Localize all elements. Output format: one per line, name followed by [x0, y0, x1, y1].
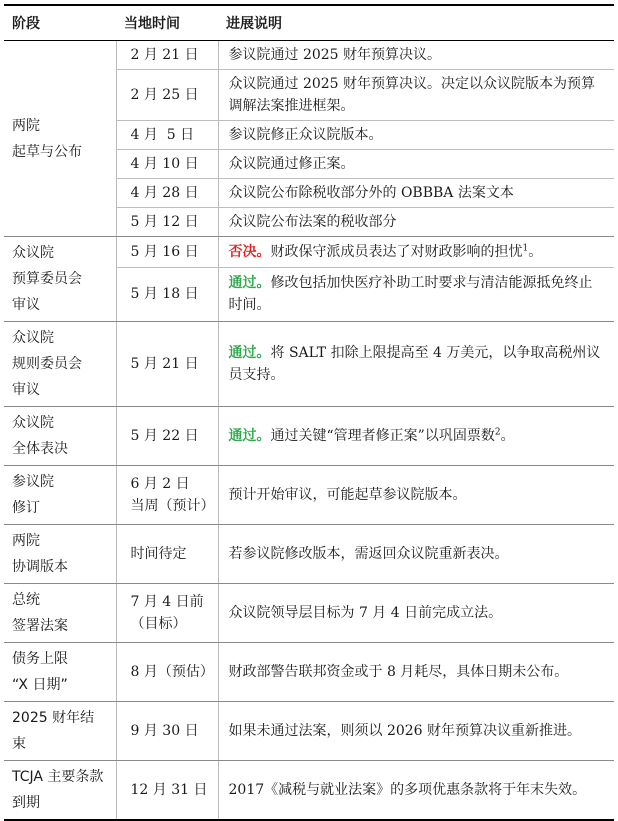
description-cell: 众议院领导层目标为 7 月 4 日前完成立法。	[218, 584, 614, 643]
status-passed: 通过。	[228, 275, 271, 292]
table-row	[4, 407, 614, 466]
phase-cell-fiscal-year-end	[4, 702, 116, 761]
phase-label: 众议院	[12, 415, 54, 431]
table-row	[4, 322, 614, 407]
time-cell: 5 月 18 日	[116, 267, 218, 321]
header-phase: 阶段	[4, 5, 116, 41]
phase-cell-reconciliation	[4, 525, 116, 584]
description-cell: 众议院公布法案的税收部分	[218, 208, 614, 237]
table-row	[4, 584, 614, 643]
description-cell: 众议院通过 2025 财年预算决议。决定以众议院版本为预算调解法案推进框架。	[218, 70, 614, 121]
table-row	[4, 643, 614, 702]
phase-label: 规则委员会	[12, 356, 82, 372]
description-cell: 通过。通过关键“管理者修正案”以巩固票数$^2$。	[218, 407, 614, 466]
phase-label: 众议院	[12, 245, 54, 261]
description-cell: 否决。财政保守派成员表达了对财政影响的担忧$^1$。	[218, 237, 614, 268]
phase-label: 参议院	[12, 474, 54, 490]
phase-cell-rules-committee	[4, 322, 116, 407]
phase-cell-floor-vote	[4, 407, 116, 466]
description-cell: 若参议院修改版本，需返回众议院重新表决。	[218, 525, 614, 584]
phase-label: 到期	[12, 795, 40, 811]
description-cell: 众议院通过修正案。	[218, 150, 614, 179]
phase-label: 起草与公布	[12, 143, 82, 160]
time-cell: 5 月 21 日	[116, 322, 218, 407]
phase-cell-budget-committee	[4, 237, 116, 322]
header-row	[4, 5, 614, 41]
status-passed: 通过。	[228, 345, 271, 361]
phase-label: 预算委员会	[12, 271, 82, 287]
phase-label: “X 日期”	[12, 677, 68, 693]
header-local-time: 当地时间	[116, 5, 218, 41]
table-row	[4, 41, 614, 70]
time-cell: 时间待定	[116, 525, 218, 584]
phase-label: 修订	[12, 500, 40, 516]
time-cell: 8 月（预估）	[116, 643, 218, 702]
table-row	[4, 466, 614, 525]
time-cell: 4 月 10 日	[116, 150, 218, 179]
phase-cell-debt-ceiling	[4, 643, 116, 702]
description-cell: 参议院通过 2025 财年预算决议。	[218, 41, 614, 70]
description-cell: 参议院修正众议院版本。	[218, 121, 614, 150]
phase-cell-tcja-expiry	[4, 761, 116, 821]
phase-label: 债务上限	[12, 651, 68, 667]
description-cell: 预计开始审议，可能起草参议院版本。	[218, 466, 614, 525]
legislation-timeline-table	[4, 4, 614, 821]
time-cell: 9 月 30 日	[116, 702, 218, 761]
phase-label: 两院	[12, 117, 40, 134]
phase-label: 签署法案	[12, 618, 68, 634]
phase-label: 审议	[12, 382, 40, 398]
time-cell: 5 月 16 日	[116, 237, 218, 268]
time-cell: 2 月 21 日	[116, 41, 218, 70]
header-progress: 进展说明	[218, 5, 614, 41]
footnote-marker: 1	[522, 243, 529, 254]
time-cell: 2 月 25 日	[116, 70, 218, 121]
phase-label: 总统	[12, 592, 40, 608]
time-cell: 4 月 5 日	[116, 121, 218, 150]
status-passed: 通过。	[228, 428, 271, 444]
table-row	[4, 761, 614, 821]
table-row	[4, 525, 614, 584]
phase-label: 众议院	[12, 330, 54, 346]
footnote-marker: 2	[494, 427, 501, 438]
phase-label: 2025 财年结束	[12, 710, 95, 752]
phase-cell-drafting	[4, 41, 116, 237]
description-cell: 众议院公布除税收部分外的 OBBBA 法案文本	[218, 179, 614, 208]
phase-label: 审议	[12, 297, 40, 313]
phase-label: 全体表决	[12, 441, 68, 457]
time-cell: 4 月 28 日	[116, 179, 218, 208]
table-row	[4, 237, 614, 268]
description-cell: 财政部警告联邦资金或于 8 月耗尽，具体日期未公布。	[218, 643, 614, 702]
time-cell: 7 月 4 日前 （目标）	[116, 584, 218, 643]
time-cell: 6 月 2 日 当周（预计）	[116, 466, 218, 525]
table-row	[4, 702, 614, 761]
description-cell: 如果未通过法案，则须以 2026 财年预算决议重新推进。	[218, 702, 614, 761]
description-cell: 通过。修改包括加快医疗补助工时要求与清洁能源抵免终止时间。	[218, 267, 614, 321]
phase-cell-president-sign	[4, 584, 116, 643]
description-cell: 2017《减税与就业法案》的多项优惠条款将于年末失效。	[218, 761, 614, 821]
time-cell: 5 月 12 日	[116, 208, 218, 237]
phase-label: TCJA 主要条款	[12, 769, 104, 785]
time-cell: 5 月 22 日	[116, 407, 218, 466]
phase-cell-senate-revision	[4, 466, 116, 525]
phase-label: 协调版本	[12, 559, 68, 575]
phase-label: 两院	[12, 533, 40, 549]
time-cell: 12 月 31 日	[116, 761, 218, 821]
description-cell: 通过。将 SALT 扣除上限提高至 4 万美元，以争取高税州议员支持。	[218, 322, 614, 407]
status-rejected: 否决。	[228, 243, 271, 260]
